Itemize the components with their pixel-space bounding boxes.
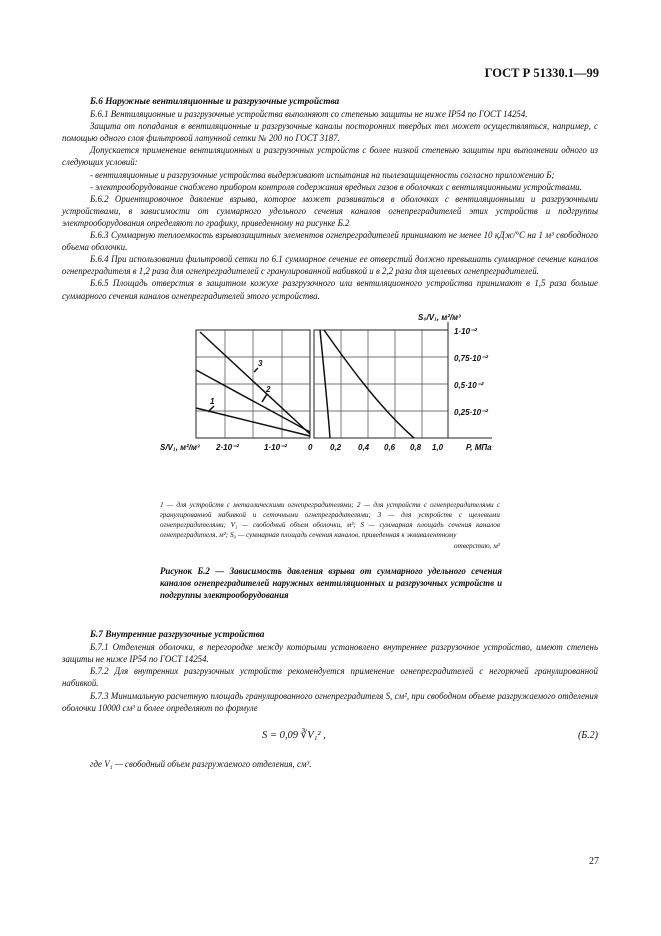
figure-b2 [62, 310, 598, 492]
standard-header: ГОСТ Р 51330.1—99 [484, 66, 599, 80]
figure-legend-tail: отверстию, м² [453, 541, 500, 550]
right-tick-3: 0,25·10⁻² [454, 407, 489, 417]
para-b61-protection: Защита от попадания в вентиляционные и разгрузочные каналы посторонних твердых тел может осуществляться, например, с помощью одного слоя фильтровой латунной сетки № 200 по ГОСТ 3187. [62, 121, 598, 144]
curve-2-label: 2 [266, 384, 271, 394]
para-b64: Б.6.4 При использовании фильтровой сетки по 6.1 суммарное сечение ее отверстий должно превышать суммарное сечение каналов огнепреградителя в 1,2 раза для огнепреградителей с гранулированной набивкой и в 2,2 раза для щелевых огнепреградителей. [62, 254, 598, 277]
page-number: 27 [589, 856, 599, 867]
section-b7-heading: Б.7 Внутренние разгрузочные устройства [90, 630, 265, 641]
curve-1-label: 1 [210, 396, 215, 406]
left-tick-1: 1·10⁻² [264, 442, 287, 452]
section-b6-heading: Б.6 Наружные вентиляционные и разгрузочные устройства [90, 97, 340, 107]
right-tick-2: 0,5·10⁻² [454, 380, 484, 390]
right-tick-1: 0,75·10⁻² [454, 353, 489, 363]
figure-b2-graph [62, 310, 598, 492]
para-b61-cond-1: - вентиляционные и разгрузочные устройства выдерживают испытания на пылезащищенность согласно приложению Б; [90, 169, 555, 180]
p-tick-1: 0,4 [358, 442, 370, 452]
formula-number: (Б.2) [577, 729, 598, 741]
para-b61-cond-2: - электрооборудование снабжено прибором контроля содержания вредных газов в оболочках с вентиляционными устройствами. [90, 181, 582, 192]
curve-3-leader [254, 368, 258, 372]
para-b62: Б.6.2 Ориентировочное давление взрыва, которое может развиваться в оболочках с вентиляционными и разгрузочными устройствами, в зависимости от суммарного удельного сечения каналов огнепреградителей этих устройств и подгруппы электрооборудования определяют по графику, приведенному на рисунке Б.2 [62, 193, 598, 228]
figure-legend-text: 1 — для устройств с металлическими огнепреградителями; 2 — для устройств с огнепреградителями с гранулированной набивкой и сеточными огнепреградителями; 3 — для устройств с щелевыми огнепреградителями; V₁ — свободный объем оболочки, м³; S — суммарная площадь сечения каналов огнепреградителя, м²; S₀ — суммарная площадь сечения каналов, приведенная к эквивалентному [160, 500, 500, 540]
x-axis-right-label: P, МПа [466, 442, 492, 452]
para-b73-where: где V₁ — свободный объем разгружаемого отделения, см³. [90, 758, 312, 769]
figure-caption: Рисунок Б.2 — Зависимость давления взрыва от суммарного удельного сечения каналов огнепреградителей наружных вентиляционных и разгрузочных устройств и подгруппы электрооборудования [160, 566, 502, 601]
curve-3 [200, 332, 310, 434]
right-tick-0: 1·10⁻² [454, 326, 477, 336]
left-tick-0: 2·10⁻² [216, 442, 239, 452]
para-b63: Б.6.3 Суммарную теплоемкость взрывозащитных элементов огнепреградителей принимают не менее 10 кДж/°С на 1 м³ свободного объема оболочки. [62, 230, 598, 253]
formula-b2 [62, 724, 598, 754]
curve-3-label: 3 [258, 358, 263, 368]
para-b61: Б.6.1 Вентиляционные и разгрузочные устройства выполняют со степенью защиты не ниже IP54 по ГОСТ 14254. [90, 109, 528, 120]
y-axis-label: S₀/V₁, м²/м³ [418, 312, 461, 322]
p-tick-3: 0,8 [410, 442, 422, 452]
x-axis-left-label: S/V₁, м²/м³ [160, 442, 200, 452]
para-b61-conditions: Допускается применение вентиляционных и разгрузочных устройств с более низкой степенью защиты при выполнении одного из следующих условий: [62, 145, 598, 168]
para-b65: Б.6.5 Площадь отверстия в защитном кожухе разгрузочного или вентиляционного устройства принимают в 1,5 раза больше суммарного сечения каналов огнепреградителей этого устройства. [62, 278, 598, 301]
page-body [62, 96, 598, 770]
p-tick-2: 0,6 [384, 442, 396, 452]
formula-expression: S = 0,09 ∛V₁² , [262, 729, 326, 741]
curve-2-leader [262, 394, 267, 402]
para-b72: Б.7.2 Для внутренних разгрузочных устройств рекомендуется применение огнепреградителей с негорючей гранулированной набивкой. [62, 666, 598, 689]
p-tick-0: 0,2 [330, 442, 342, 452]
para-b73: Б.7.3 Минимальную расчетную площадь гранулированного огнепреградителя S, см², при свободном объеме разгружаемого отделения оболочки 10000 см³ и более определяют по формуле [62, 690, 598, 713]
para-b71: Б.7.1 Отделения оболочки, в перегородке между которыми установлено внутреннее разгрузочное устройство, имеют степень защиты не ниже IP54 по ГОСТ 14254. [62, 642, 598, 665]
left-tick-2: 0 [308, 442, 313, 452]
p-tick-4: 1,0 [432, 442, 444, 452]
figure-legend [160, 500, 500, 551]
